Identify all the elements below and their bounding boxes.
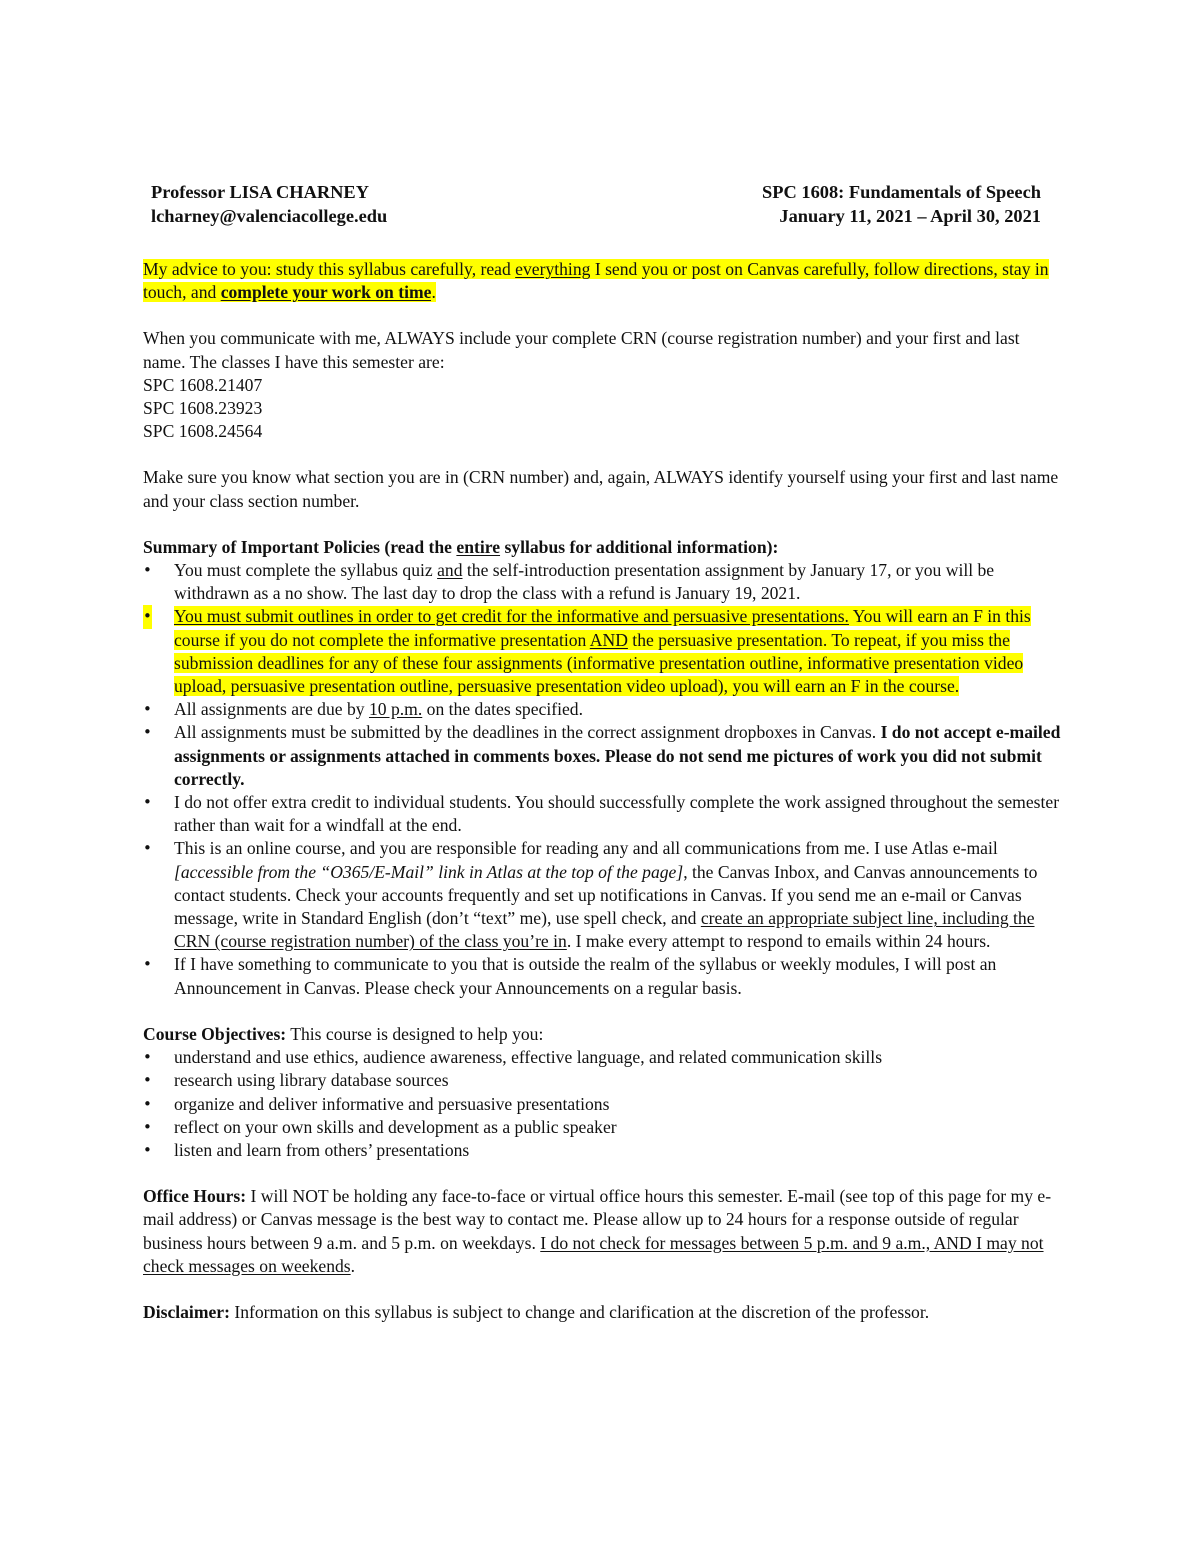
syllabus-content [143,180,1063,1324]
class-section-1: SPC 1608.21407 [143,374,263,395]
advice-text-2: I send you or post on Canvas carefully, follow directions, stay in touch, and [143,259,1049,303]
objective-item: • listen and learn from others’ presentations [143,1139,1063,1162]
policy-item: • You must complete the syllabus quiz and the self-introduction presentation assignment by January 17, or you will be withdrawn as a no show. The last day to drop the class with a refund is January 19, 2021. [143,559,1063,605]
objective-item: • organize and deliver informative and persuasive presentations [143,1093,1063,1116]
office-hours-paragraph: Office Hours: I will NOT be holding any face-to-face or virtual office hours this semester. E-mail (see top of this page for my e-mail address) or Canvas message is the best way to contact me. Please allow up to 24 hours for a response outside of regular business hours between 9 a.m. and 5 p.m. on weekdays. I do not check for messages between 5 p.m. and 9 a.m., AND I may not check messages on weekends. [143,1186,1052,1276]
objective-item: • research using library database sources [143,1069,1063,1092]
syllabus-header [151,180,1041,228]
objectives-list [143,1046,1063,1162]
policies-list [143,559,1063,1000]
advice-emphasis-on-time: complete your work on time [220,282,432,303]
policy-item: • If I have something to communicate to you that is outside the realm of the syllabus or weekly modules, I will post an Announcement in Canvas. Please check your Announcements on a regular basis. [143,953,1063,999]
header-left [151,180,387,228]
policy-item: • All assignments must be submitted by the deadlines in the correct assignment dropboxes in Canvas. I do not accept e-mailed assignments or assignments attached in comments boxes. Please do not send me pictures of work you did not submit correctly. [143,721,1063,791]
policy-item: • This is an online course, and you are responsible for reading any and all communications from me. I use Atlas e-mail [accessible from the “O365/E-Mail” link in Atlas at the top of the page], the Canvas Inbox, and Canvas announcements to contact students. Check your accounts frequently and set up notifications in Canvas. If you send me an e-mail or Canvas message, write in Standard English (don’t “text” me), use spell check, and create an appropriate subject line, including the CRN (course registration number) of the class you’re in. I make every attempt to respond to emails within 24 hours. [143,837,1063,953]
course-dates: January 11, 2021 – April 30, 2021 [779,206,1041,226]
advice-text-3: . [431,282,436,303]
professor-name: Professor LISA CHARNEY [151,182,369,202]
policy-item: • All assignments are due by 10 p.m. on the dates specified. [143,698,1063,721]
course-title: SPC 1608: Fundamentals of Speech [762,182,1041,202]
class-section-3: SPC 1608.24564 [143,421,263,442]
objective-item: • understand and use ethics, audience awareness, effective language, and related communication skills [143,1046,1063,1069]
disclaimer-paragraph: Disclaimer: Information on this syllabus is subject to change and clarification at the discretion of the professor. [143,1301,930,1322]
section-note-paragraph: Make sure you know what section you are in (CRN number) and, again, ALWAYS identify yourself using your first and last name and your class section number. [143,467,1059,511]
objectives-heading: Course Objectives: This course is designed to help you: [143,1023,544,1044]
advice-paragraph [143,258,1063,304]
objective-item: • reflect on your own skills and development as a public speaker [143,1116,1063,1139]
header-right [762,180,1041,228]
policies-heading: Summary of Important Policies (read the entire syllabus for additional information): [143,536,779,557]
professor-email: lcharney@valenciacollege.edu [151,206,388,226]
communicate-paragraph: When you communicate with me, ALWAYS include your complete CRN (course registration number) and your first and last name. The classes I have this semester are: [143,328,1020,372]
advice-emphasis-everything: everything [515,259,591,279]
advice-text-1: My advice to you: study this syllabus carefully, read [143,259,516,279]
class-section-2: SPC 1608.23923 [143,398,263,419]
policy-item: • I do not offer extra credit to individual students. You should successfully complete the work assigned throughout the semester rather than wait for a windfall at the end. [143,791,1063,837]
policy-item-highlighted: • You must submit outlines in order to get credit for the informative and persuasive presentations. You will earn an F in this course if you do not complete the informative presentation AND the persuasive presentation. To repeat, if you miss the submission deadlines for any of these four assignments (informative presentation outline, informative presentation video upload, persuasive presentation outline, persuasive presentation video upload), you will earn an F in the course. [143,605,1063,698]
